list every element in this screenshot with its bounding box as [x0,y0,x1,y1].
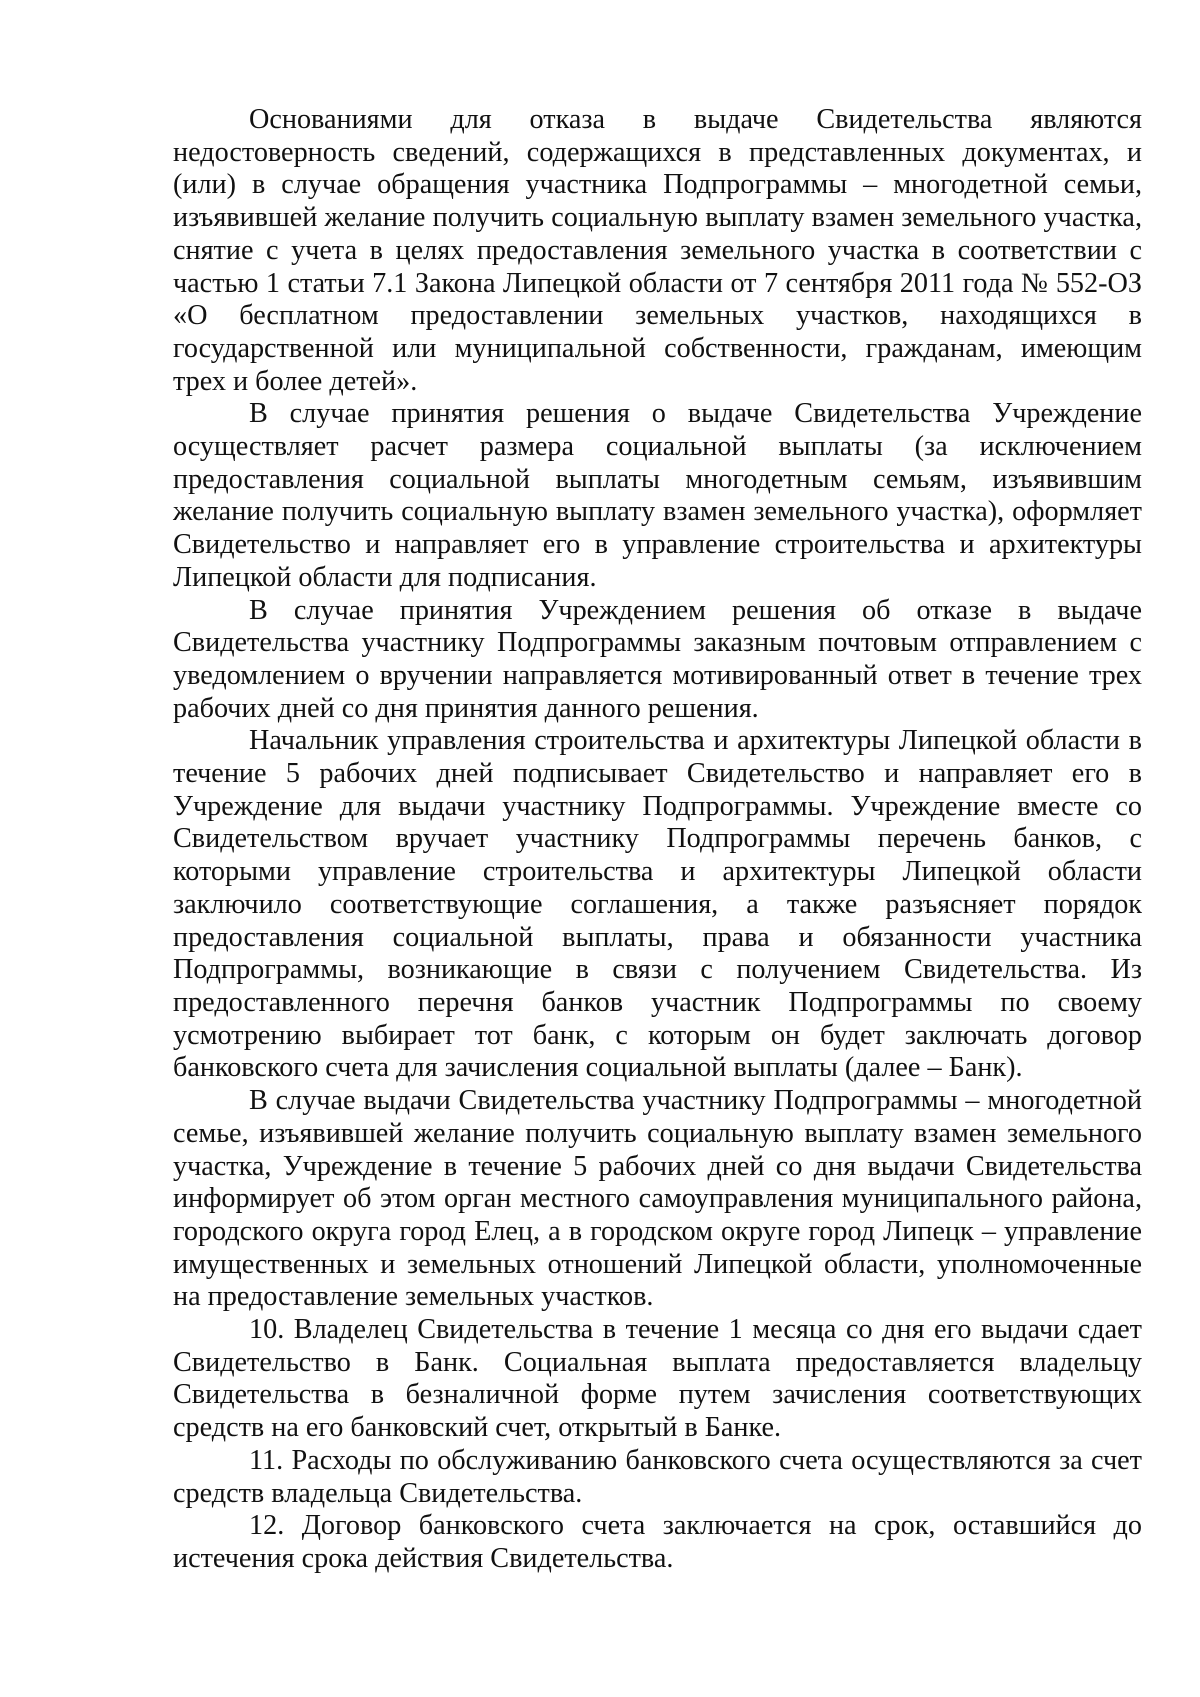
paragraph-refusal-decision: В случае принятия Учреждением решения об отказе в выдаче Свидетельства участнику Подпрограммы заказным почтовым отправлением с уведомлением о вручении направляется мотивированный ответ в течение трех рабочих дней со дня принятия данного решения. [173,594,1142,724]
paragraph-item-10: 10. Владелец Свидетельства в течение 1 месяца со дня его выдачи сдает Свидетельство в Банк. Социальная выплата предоставляется владельцу Свидетельства в безналичной форме путем зачисления соответствующих средств на его банковский счет, открытый в Банке. [173,1314,1142,1444]
paragraph-issue-decision: В случае принятия решения о выдаче Свидетельства Учреждение осуществляет расчет размера социальной выплаты (за исключением предоставления социальной выплаты многодетным семьям, изъявившим желание получить социальную выплату взамен земельного участка), оформляет Свидетельство и направляет его в управление строительства и архитектуры Липецкой области для подписания. [173,398,1142,593]
paragraph-refusal-grounds: Основаниями для отказа в выдаче Свидетельства являются недостоверность сведений, содержащихся в представленных документах, и (или) в случае обращения участника Подпрограммы – многодетной семьи, изъявившей желание получить социальную выплату взамен земельного участка, снятие с учета в целях предоставления земельного участка в соответствии с частью 1 статьи 7.1 Закона Липецкой области от 7 сентября 2011 года № 552-ОЗ «О бесплатном предоставлении земельных участков, находящихся в государственной или муниципальной собственности, гражданам, имеющим трех и более детей». [173,104,1142,397]
paragraph-large-family: В случае выдачи Свидетельства участнику Подпрограммы – многодетной семье, изъявившей желание получить социальную выплату взамен земельного участка, Учреждение в течение 5 рабочих дней со дня выдачи Свидетельства информирует об этом орган местного самоуправления муниципального района, городского округа город Елец, а в городском округе город Липецк – управление имущественных и земельных отношений Липецкой области, уполномоченные на предоставление земельных участков. [173,1085,1142,1313]
document-page [173,104,1142,1576]
paragraph-signing: Начальник управления строительства и архитектуры Липецкой области в течение 5 рабочих дней подписывает Свидетельство и направляет его в Учреждение для выдачи участнику Подпрограммы. Учреждение вместе со Свидетельством вручает участнику Подпрограммы перечень банков, с которыми управление строительства и архитектуры Липецкой области заключило соответствующие соглашения, а также разъясняет порядок предоставления социальной выплаты, права и обязанности участника Подпрограммы, возникающие в связи с получением Свидетельства. Из предоставленного перечня банков участник Подпрограммы по своему усмотрению выбирает тот банк, с которым он будет заключать договор банковского счета для зачисления социальной выплаты (далее – Банк). [173,725,1142,1084]
paragraph-item-12: 12. Договор банковского счета заключается на срок, оставшийся до истечения срока действия Свидетельства. [173,1510,1142,1574]
paragraph-item-11: 11. Расходы по обслуживанию банковского счета осуществляются за счет средств владельца Свидетельства. [173,1444,1142,1509]
